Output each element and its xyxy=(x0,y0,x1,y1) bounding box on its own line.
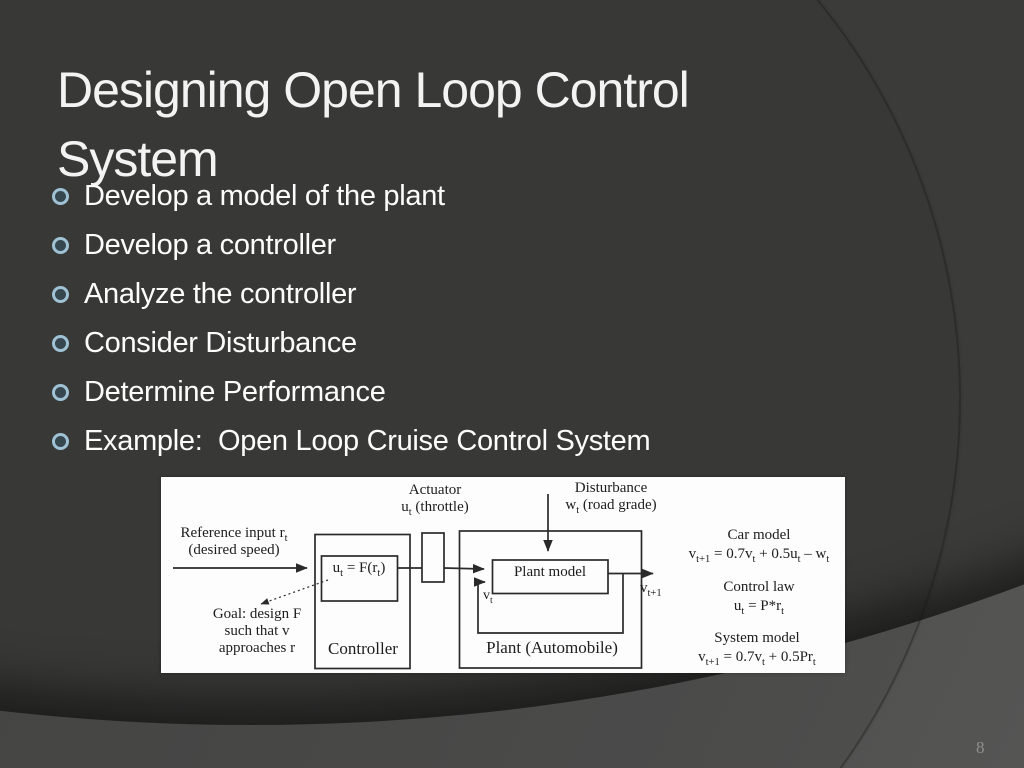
feedback-signal-label: $v_t$ xyxy=(483,588,493,606)
control-law-note: Control law $u_t = P*r_t$ xyxy=(723,579,795,617)
bullet-item xyxy=(52,270,650,319)
cruise-control-block-diagram xyxy=(161,477,845,673)
system-model-note: System model $v_{t+1} = 0.7v_t + 0.5Pr_t$ xyxy=(698,630,816,668)
feedback-loop-arrow xyxy=(478,574,623,634)
reference-input-label: Reference input $r_t$ (desired speed) xyxy=(180,525,288,558)
target-bullet-icon xyxy=(52,433,69,450)
bullet-item xyxy=(52,368,650,417)
bullet-item xyxy=(52,319,650,368)
actuator-label: Actuator $u_t$ (throttle) xyxy=(401,482,469,518)
slide-title: Designing Open Loop Control System xyxy=(57,61,689,187)
target-bullet-icon xyxy=(52,188,69,205)
plant-model-label: Plant model xyxy=(513,564,587,580)
bullet-text: Develop a model of the plant xyxy=(84,180,445,212)
disturbance-label: Disturbance $w_t$ (road grade) xyxy=(565,480,657,516)
goal-label: Goal: design F such that v approaches r xyxy=(212,606,302,656)
target-bullet-icon xyxy=(52,384,69,401)
bullet-text: Develop a controller xyxy=(84,229,336,261)
controller-caption: Controller xyxy=(328,639,398,658)
bullet-text: Example: Open Loop Cruise Control System xyxy=(84,425,651,457)
car-model-note: Car model $v_{t+1} = 0.7v_t + 0.5u_t - w_t$ xyxy=(688,527,830,565)
bullet-item xyxy=(52,221,650,270)
bullet-text: Analyze the controller xyxy=(84,278,357,310)
target-bullet-icon xyxy=(52,237,69,254)
plant-caption: Plant (Automobile) xyxy=(486,638,618,657)
actuator-to-plant-arrow xyxy=(444,568,484,569)
target-bullet-icon xyxy=(52,335,69,352)
goal-pointer-dotted-arrow xyxy=(261,580,328,604)
controller-formula: $u_t = F(r_t)$ xyxy=(332,560,386,579)
output-signal-label: $v_{t+1}$ xyxy=(640,580,662,599)
bullet-text: Consider Disturbance xyxy=(84,327,357,359)
bullet-text: Determine Performance xyxy=(84,376,386,408)
bullet-list xyxy=(52,172,650,466)
target-bullet-icon xyxy=(52,286,69,303)
page-number: 8 xyxy=(976,738,985,757)
bullet-item xyxy=(52,417,650,466)
bullet-item xyxy=(52,172,650,221)
actuator-box xyxy=(422,533,444,582)
